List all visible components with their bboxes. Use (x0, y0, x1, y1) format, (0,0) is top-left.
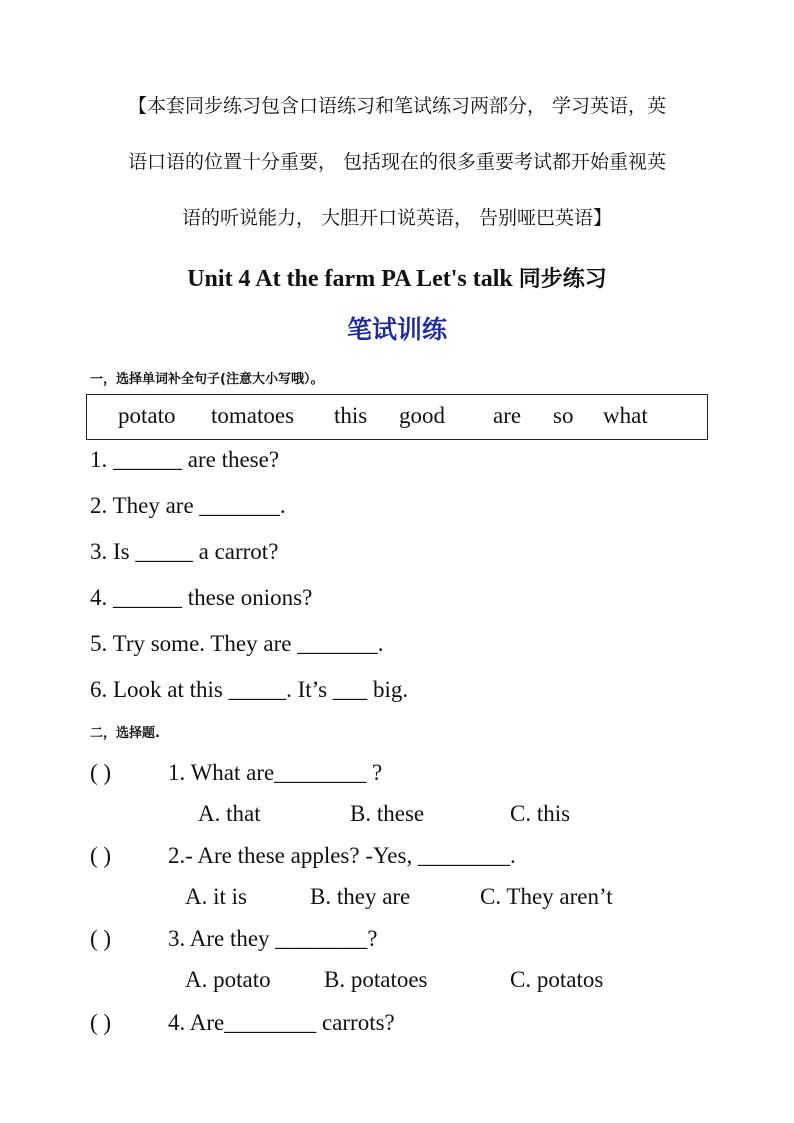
fill-sentence: 2. They are _______. (90, 493, 286, 518)
fill-sentence: 1. ______ are these? (90, 447, 280, 472)
option-c: C. potatos (510, 967, 604, 992)
question-text: 4. Are________ carrots? (168, 1010, 395, 1035)
section2-heading: 二，选择题. (90, 726, 160, 741)
word-bank-item: so (553, 403, 574, 428)
section-subtitle: 笔试训练 (346, 315, 447, 344)
section1-heading: 一，选择单词补全句子(注意大小写哦）。 (90, 372, 324, 387)
page-title (0, 262, 794, 293)
question-text: 3. Are they ________? (168, 926, 378, 951)
question-text: 1. What are________ ? (168, 760, 383, 785)
option-b: B. these (350, 801, 425, 826)
answer-blank: ( ) (90, 926, 112, 951)
answer-blank: ( ) (90, 1010, 112, 1035)
title-chinese: 同步练习 (518, 267, 607, 292)
word-bank (86, 394, 708, 440)
fill-sentence: 4. ______ these onions? (90, 585, 313, 610)
intro-note (60, 78, 734, 246)
answer-blank: ( ) (90, 843, 112, 868)
word-bank-item: tomatoes (211, 403, 295, 428)
word-bank-item: this (334, 403, 368, 428)
word-bank-item: good (399, 403, 445, 428)
fill-sentence: 5. Try some. They are _______. (90, 631, 384, 656)
fill-sentence: 6. Look at this _____. It’s ___ big. (90, 677, 409, 702)
option-b: B. they are (310, 884, 411, 909)
word-bank-item: what (603, 403, 648, 428)
option-b: B. potatoes (324, 967, 428, 992)
option-c: C. this (510, 801, 571, 826)
option-c: C. They aren’t (480, 884, 613, 909)
intro-line: 【本套同步练习包含口语练习和笔试练习两部分， 学习英语，英 (127, 95, 667, 117)
title-english: Unit 4 At the farm PA Let's talk (187, 266, 519, 292)
option-a: A. that (198, 801, 261, 826)
option-a: A. it is (185, 884, 247, 909)
word-bank-item: are (493, 403, 522, 428)
intro-line: 语口语的位置十分重要， 包括现在的很多重要考试都开始重视英 (127, 151, 667, 173)
answer-blank: ( ) (90, 760, 112, 785)
option-a: A. potato (185, 967, 271, 992)
intro-line: 语的听说能力， 大胆开口说英语， 告别哑巴英语】 (181, 207, 613, 229)
word-bank-item: potato (118, 403, 176, 428)
question-text: 2.- Are these apples? -Yes, ________. (168, 843, 516, 868)
fill-sentence: 3. Is _____ a carrot? (90, 539, 279, 564)
